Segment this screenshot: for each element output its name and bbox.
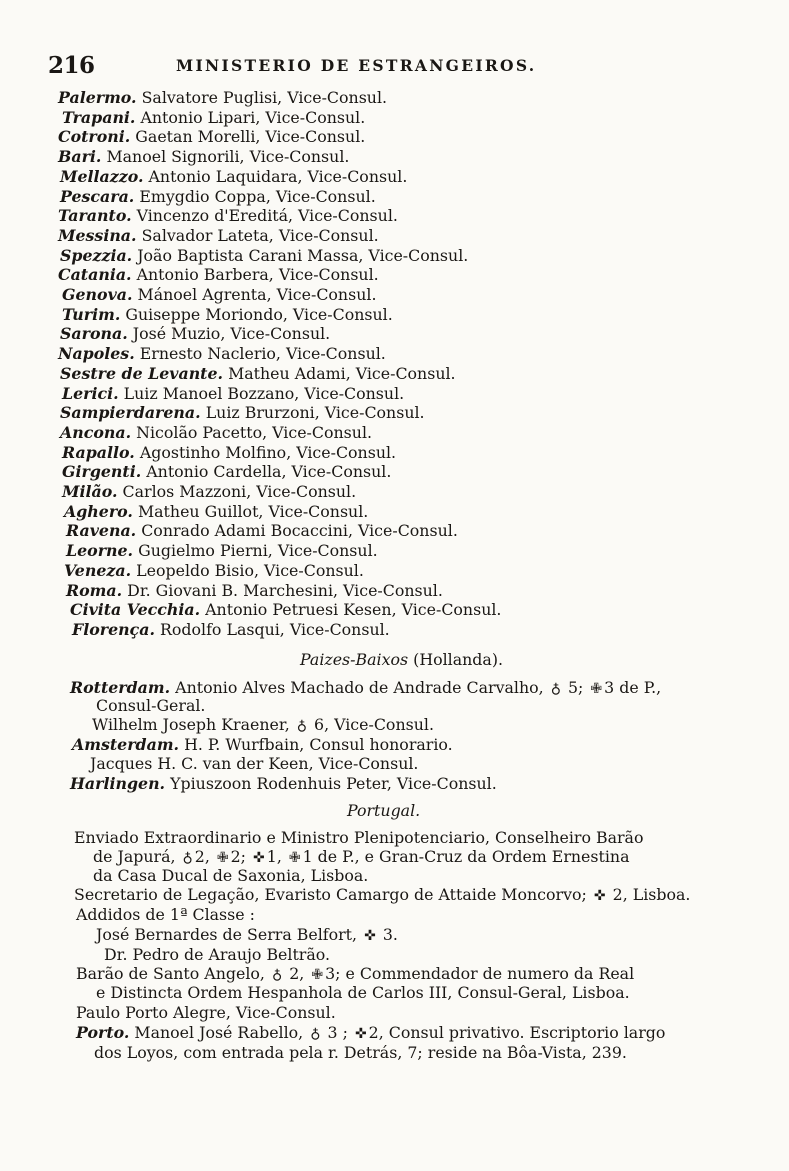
consul-name: Leopeldo Bisio, Vice-Consul. [136,561,364,580]
running-title: MINISTERIO DE ESTRANGEIROS. [176,56,537,75]
entry-porto-line1: Porto. Manoel José Rabello, ♁ 3 ; ✜ 2, Consul privativo. Escriptorio largo [76,1023,666,1042]
entry-paulo: Paulo Porto Alegre, Vice-Consul. [76,1003,336,1022]
consul-name: Matheu Adami, Vice-Consul. [228,364,456,383]
consul-name: Antonio Cardella, Vice-Consul. [146,462,392,481]
order-insignia-icon: ♁ [296,718,307,734]
place-name: Taranto. [58,206,132,225]
consul-name: Antonio Laquidara, Vice-Consul. [148,167,408,186]
consulate-entry [62,306,393,324]
consulate-entry [66,522,458,540]
place-name: Sampierdarena. [60,403,201,422]
order-insignia-icon: ♁ [271,967,283,983]
consulate-entry [58,266,379,284]
grand-cross-icon: ✜ [593,888,606,904]
entry-barao-line2: e Distincta Ordem Hespanhola de Carlos III, Consul-Geral, Lisboa. [96,983,630,1002]
consulate-entry [58,148,349,166]
consul-name: Agostinho Molfino, Vice-Consul. [139,443,397,462]
entry-addidos: Addidos de 1ª Classe : [76,905,255,924]
grand-cross-icon: ✜ [253,850,265,866]
place-name: Girgenti. [62,462,142,481]
place-name: Florença. [72,620,155,639]
consulate-entry [60,365,456,383]
consul-name: Antonio Lipari, Vice-Consul. [140,108,366,127]
place-name: Amsterdam. [72,735,180,754]
cross-insignia-icon: ✙ [216,850,229,866]
place-name: Lerici. [62,384,119,403]
consulate-entry [62,109,365,127]
consulate-entry [60,188,376,206]
consulate-entry [64,503,368,521]
consul-name: Emygdio Coppa, Vice-Consul. [139,187,376,206]
consul-name: Salvatore Puglisi, Vice-Consul. [141,88,388,107]
entry-secretario: Secretario de Legação, Evaristo Camargo de Attaide Moncorvo; ✜ 2, Lisboa. [74,885,691,904]
place-name: Palermo. [58,88,137,107]
consulate-entry [60,404,425,422]
place-name: Porto. [76,1023,130,1042]
consul-name: Ernesto Naclerio, Vice-Consul. [139,344,386,363]
consul-name: João Baptista Carani Massa, Vice-Consul. [137,246,469,265]
entry-enviado-line2: de Japurá, ♁ 2, ✙ 2; ✜ 1, ✙ 1 de P., e Gran-Cruz da Ordem Ernestina [93,847,630,866]
entry-rotterdam: Rotterdam. Antonio Alves Machado de Andrade Carvalho, ♁ 5; ✙ 3 de P., [70,678,662,697]
order-insignia-icon: ♁ [550,681,561,697]
consulate-entry [66,542,378,560]
consulate-entry [58,128,365,146]
consul-name: Antonio Barbera, Vice-Consul. [136,265,379,284]
consul-name: Matheu Guillot, Vice-Consul. [137,502,369,521]
place-name: Messina. [58,226,137,245]
consul-name: Salvador Lateta, Vice-Consul. [141,226,379,245]
place-name: Harlingen. [70,774,166,793]
place-name: Roma. [66,581,123,600]
consul-name: José Muzio, Vice-Consul. [132,324,331,343]
entry-jose-bernardes: José Bernardes de Serra Belfort, ✜ 3. [96,925,398,944]
grand-cross-icon: ✜ [364,928,376,944]
place-name: Ancona. [60,423,132,442]
consul-name: Mánoel Agrenta, Vice-Consul. [137,285,377,304]
consulate-entry [66,582,443,600]
place-name: Mellazzo. [60,167,144,186]
entry-barao-line1: Barão de Santo Angelo, ♁ 2, ✙ 3; e Commendador de numero da Real [76,964,635,983]
place-name: Sestre de Levante. [60,364,224,383]
consul-name: Vincenzo d'Ereditá, Vice-Consul. [136,206,398,225]
consul-name: Gaetan Morelli, Vice-Consul. [135,127,366,146]
consul-name: Rodolfo Lasqui, Vice-Consul. [160,620,390,639]
place-name: Pescara. [60,187,135,206]
entry-pedro: Dr. Pedro de Araujo Beltrão. [104,945,331,964]
grand-cross-icon: ✜ [354,1026,367,1042]
consulate-entry [62,286,376,304]
consulate-entry [62,483,356,501]
section-heading-portugal: Portugal. [347,801,421,820]
order-insignia-icon: ♁ [310,1026,321,1042]
consulate-entry [58,207,398,225]
entry-enviado-line3: da Casa Ducal de Saxonia, Lisboa. [93,866,369,885]
consulate-entry [60,168,407,186]
place-name: Trapani. [62,108,136,127]
place-name: Bari. [58,147,102,166]
cross-insignia-icon: ✙ [590,681,603,697]
place-name: Turim. [62,305,121,324]
place-name: Rotterdam. [70,678,171,697]
consul-name: Luiz Manoel Bozzano, Vice-Consul. [123,384,405,403]
page-header [48,52,748,80]
consul-name: Antonio Petruesi Kesen, Vice-Consul. [205,600,502,619]
place-name: Sarona. [60,324,128,343]
consul-name: Conrado Adami Bocaccini, Vice-Consul. [141,521,458,540]
cross-insignia-icon: ✙ [311,967,324,983]
consulate-entry [70,601,501,619]
consul-name: Guiseppe Moriondo, Vice-Consul. [125,305,393,324]
consulate-entry [60,325,330,343]
entry-amsterdam: Amsterdam. H. P. Wurfbain, Consul honorario. [72,735,453,754]
place-name: Veneza. [64,561,132,580]
place-name: Milão. [62,482,118,501]
place-name: Rapallo. [62,443,135,462]
consulate-entry [58,227,379,245]
consulate-entry [58,345,386,363]
consul-name: Nicolão Pacetto, Vice-Consul. [136,423,373,442]
place-name: Ravena. [66,521,137,540]
consulate-entry [60,424,372,442]
section-heading-netherlands: Paizes-Baixos (Hollanda). [300,650,504,669]
place-name: Napoles. [58,344,135,363]
place-name: Spezzia. [60,246,133,265]
consulate-entry [64,562,364,580]
entry-wilhelm: Wilhelm Joseph Kraener, ♁ 6, Vice-Consul. [92,715,434,734]
consulate-entry [58,89,387,107]
cross-insignia-icon: ✙ [288,850,301,866]
entry-rotterdam-title: Consul-Geral. [96,696,206,715]
place-name: Cotroni. [58,127,131,146]
consulate-entry [62,444,396,462]
consulate-entry [72,621,390,639]
entry-porto-line2: dos Loyos, com entrada pela r. Detrás, 7; reside na Bôa-Vista, 239. [94,1043,627,1062]
place-name: Catania. [58,265,132,284]
entry-harlingen: Harlingen. Ypiuszoon Rodenhuis Peter, Vice-Consul. [70,774,497,793]
page-number: 216 [48,52,95,79]
consul-name: Dr. Giovani B. Marchesini, Vice-Consul. [127,581,443,600]
entry-jacques: Jacques H. C. van der Keen, Vice-Consul. [90,754,419,773]
entry-enviado-line1: Enviado Extraordinario e Ministro Plenipotenciario, Conselheiro Barão [74,828,644,847]
consul-name: Luiz Brurzoni, Vice-Consul. [205,403,425,422]
consulate-entry [62,463,391,481]
consulate-entry [62,385,404,403]
place-name: Leorne. [66,541,134,560]
consulate-entry [60,247,468,265]
consul-name: Gugielmo Pierni, Vice-Consul. [138,541,378,560]
consul-name: Carlos Mazzoni, Vice-Consul. [122,482,357,501]
place-name: Civita Vecchia. [70,600,201,619]
consul-name: Manoel Signorili, Vice-Consul. [106,147,350,166]
order-insignia-icon: ♁ [182,850,193,866]
place-name: Genova. [62,285,133,304]
place-name: Aghero. [64,502,133,521]
